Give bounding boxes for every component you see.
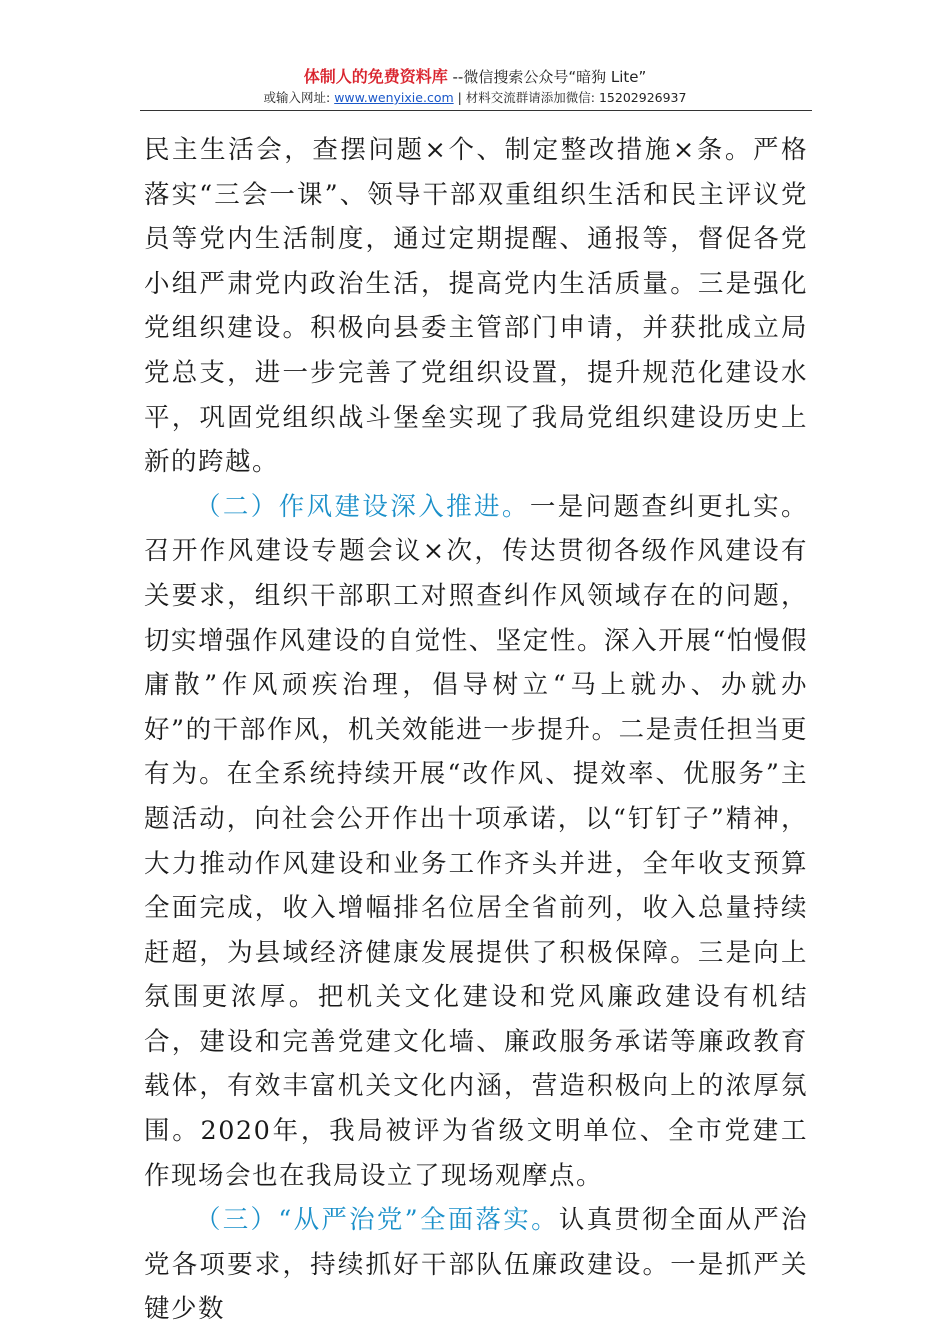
- page-header: [140, 66, 810, 108]
- header-divider: [140, 110, 812, 111]
- header-slogan: --微信搜索公众号“暗狗 Lite”: [447, 68, 647, 86]
- paragraph-section-2: [144, 485, 808, 1199]
- header-brand: 体制人的免费资料库: [303, 67, 448, 86]
- section-heading: （三）“从严治党”全面落实。: [195, 1205, 559, 1236]
- paragraph-text: 认真贯彻全面从严治党各项要求，持续抓好干部队伍廉政建设。一是抓严关键少数: [144, 1205, 808, 1325]
- paragraph-continuation: [144, 128, 808, 485]
- paragraph-section-3: [144, 1198, 808, 1332]
- header-contact-line: [140, 88, 810, 108]
- document-body: [144, 128, 808, 1332]
- section-heading: （二）作风建设深入推进。: [195, 491, 530, 522]
- paragraph-text: 民主生活会，查摆问题×个、制定整改措施×条。严格落实“三会一课”、领导干部双重组织生活和民主评议党员等党内生活制度，通过定期提醒、通报等，督促各党小组严肃党内政治生活，提高党内生活质量。三是强化党组织建设。积极向县委主管部门申请，并获批成立局党总支，进一步完善了党组织设置，提升规范化建设水平，巩固党组织战斗堡垒实现了我局党组织建设历史上新的跨越。: [144, 135, 808, 478]
- header-promo-line: [140, 66, 810, 88]
- paragraph-text: 一是问题查纠更扎实。召开作风建设专题会议×次，传达贯彻各级作风建设有关要求，组织干部职工对照查纠作风领域存在的问题，切实增强作风建设的自觉性、坚定性。深入开展“怕慢假庸散”作风顽疾治理，倡导树立“马上就办、办就办好”的干部作风，机关效能进一步提升。二是责任担当更有为。在全系统持续开展“改作风、提效率、优服务”主题活动，向社会公开作出十项承诺，以“钉钉子”精神，大力推动作风建设和业务工作齐头并进，全年收支预算全面完成，收入增幅排名位居全省前列，收入总量持续赶超，为县域经济健康发展提供了积极保障。三是向上氛围更浓厚。把机关文化建设和党风廉政建设有机结合，建设和完善党建文化墙、廉政服务承诺等廉政教育载体，有效丰富机关文化内涵，营造积极向上的浓厚氛围。2020年，我局被评为省级文明单位、全市党建工作现场会也在我局设立了现场观摩点。: [144, 491, 808, 1191]
- header-url-prefix: 或输入网址:: [263, 90, 335, 105]
- header-contact: | 材料交流群请添加微信: 15202926937: [453, 90, 687, 105]
- header-url-link[interactable]: www.wenyixie.com: [334, 90, 454, 105]
